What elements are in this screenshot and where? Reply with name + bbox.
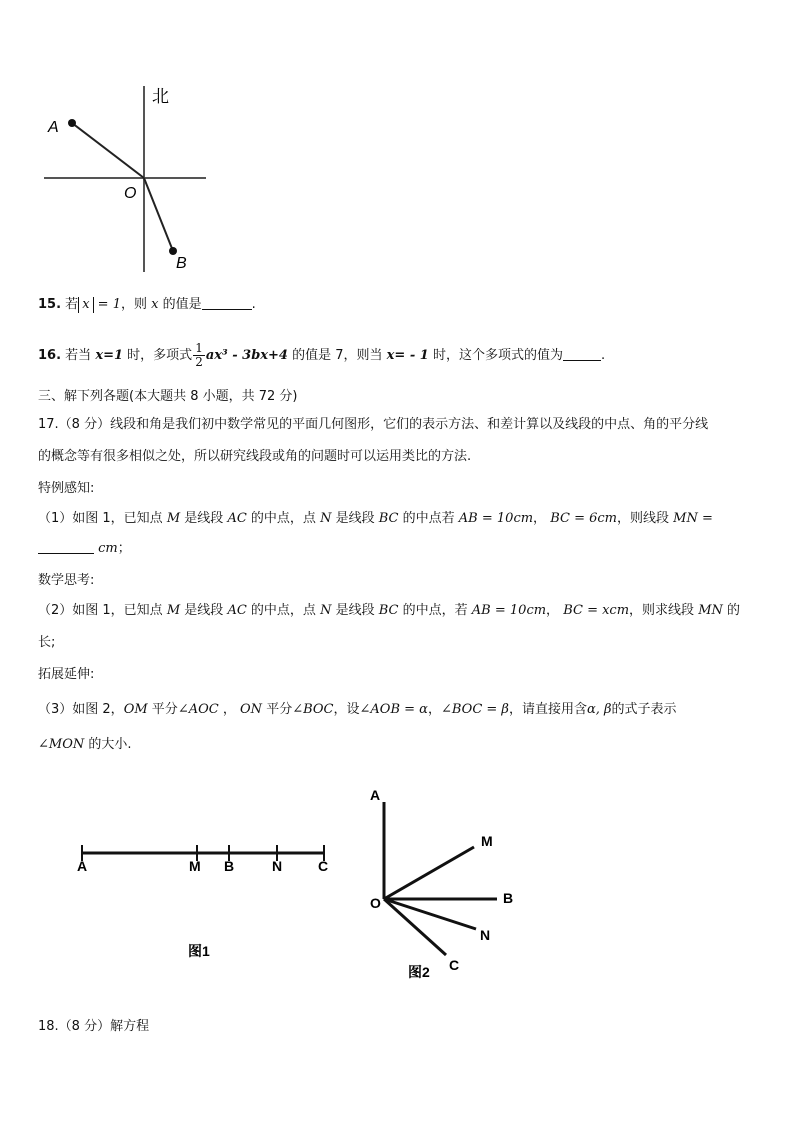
p1-bc: BC — [378, 511, 399, 526]
q16-text1: 若当 — [65, 348, 92, 363]
p3-text-c: ， — [222, 702, 236, 717]
q17-part3 — [38, 701, 677, 719]
p1-text-d: 是线段 — [335, 511, 375, 526]
q16-frac-den: 2 — [195, 355, 203, 369]
p1-unit: cm — [98, 541, 118, 556]
q16-fraction — [193, 342, 205, 369]
q15-text-before: 若 — [65, 297, 79, 312]
q17-part2 — [38, 602, 740, 620]
q16-text2: 时，多项式 — [127, 348, 193, 363]
p2-text-g: ，则求线段 — [629, 603, 695, 618]
q17-intro-line1: 17.（8 分）线段和角是我们初中数学常见的平面几何图形，它们的表示方法、和差计算以及线段的中点、角的平分线 — [38, 417, 709, 432]
q16-text4: 时，这个多项式的值为 — [432, 348, 563, 363]
question-16 — [38, 338, 605, 374]
p2-ac: AC — [227, 603, 247, 618]
p3-text-d: 平分 — [266, 702, 293, 717]
fig1-label-c: C — [318, 858, 329, 874]
compass-figure — [30, 80, 220, 280]
q17-part1 — [38, 510, 713, 528]
p3-on: ON — [240, 702, 263, 717]
p2-text-f: ， — [546, 603, 560, 618]
fig2-label-o: O — [370, 895, 381, 911]
fig1-label-n: N — [272, 858, 283, 874]
p3-text-i: 的大小. — [88, 737, 132, 752]
p1-text-c: 的中点，点 — [250, 511, 316, 526]
q16-number: 16. — [38, 348, 62, 363]
q17-heading-special-case: 特例感知: — [38, 481, 95, 496]
ray-oc — [384, 899, 446, 955]
fig1-label-m: M — [189, 858, 201, 874]
p2-n: N — [320, 603, 332, 618]
p1-answer-blank[interactable] — [38, 541, 94, 554]
p1-m: M — [166, 511, 181, 526]
p1-text-e: 的中点若 — [402, 511, 455, 526]
p3-text-a: （3）如图 2， — [38, 702, 124, 717]
ray-on — [384, 899, 476, 929]
p2-bc: BC — [378, 603, 399, 618]
fig1-caption: 图1 — [188, 943, 210, 959]
north-label: 北 — [152, 87, 169, 106]
p2-text-e: 的中点，若 — [402, 603, 468, 618]
q15-eq: = 1 — [97, 297, 121, 312]
p2-text-b: 是线段 — [184, 603, 224, 618]
q16-cond1: x=1 — [95, 348, 124, 363]
p2-text-c: 的中点，点 — [250, 603, 316, 618]
q15-abs-value: x — [78, 297, 93, 313]
fig2-label-a: A — [370, 787, 381, 803]
q17-part2-line2: 长; — [38, 635, 56, 650]
q15-text-after: 的值是 — [162, 297, 202, 312]
p3-aoc: ∠AOC — [177, 702, 219, 717]
q15-end: . — [251, 297, 256, 312]
q16-poly: ax³ - 3bx+4 — [205, 348, 288, 363]
q16-text3: 的值是 7，则当 — [292, 348, 383, 363]
p1-text-g: ，则线段 — [616, 511, 669, 526]
figure-1 — [60, 830, 350, 970]
point-a — [68, 119, 76, 127]
p2-ab-eq: AB = 10cm — [471, 603, 547, 618]
q15-var: x — [151, 297, 159, 312]
p3-mon: ∠MON — [38, 737, 85, 752]
question-18: 18.（8 分）解方程 — [38, 1019, 150, 1034]
p2-bc-eq: BC = xcm — [563, 603, 630, 618]
fig2-caption: 图2 — [408, 964, 430, 980]
label-a: A — [48, 119, 59, 136]
q17-intro-line2: 的概念等有很多相似之处，所以研究线段或角的问题时可以运用类比的方法. — [38, 449, 472, 464]
q16-cond2: x= - 1 — [386, 348, 429, 363]
p1-text-a: （1）如图 1，已知点 — [38, 511, 163, 526]
q15-text-mid: ，则 — [120, 297, 147, 312]
segment-ob — [144, 178, 173, 251]
section-3-title: 三、解下列各题(本大题共 8 小题，共 72 分) — [38, 389, 298, 404]
q16-frac-num: 1 — [195, 341, 203, 355]
fig2-label-b: B — [503, 890, 514, 906]
question-15 — [38, 296, 256, 314]
p3-alpha-beta: α, β — [586, 702, 612, 717]
p1-mn: MN = — [673, 511, 713, 526]
figure-2 — [360, 780, 540, 985]
p2-m: M — [166, 603, 181, 618]
p2-text-d: 是线段 — [335, 603, 375, 618]
p3-text-e: ，设 — [333, 702, 360, 717]
p3-text-h: 的式子表示 — [611, 702, 677, 717]
q17-heading-extension: 拓展延伸: — [38, 667, 95, 682]
p1-bc-eq: BC = 6cm — [550, 511, 617, 526]
p3-text-b: 平分 — [151, 702, 178, 717]
fig1-label-b: B — [224, 858, 235, 874]
p2-text-h: 的 — [727, 603, 741, 618]
p1-ac: AC — [227, 511, 247, 526]
p1-n: N — [320, 511, 332, 526]
fig2-label-c: C — [449, 957, 460, 973]
fig2-label-n: N — [480, 927, 491, 943]
segment-oa — [72, 123, 144, 178]
p2-mn: MN — [698, 603, 723, 618]
q15-number: 15. — [38, 297, 62, 312]
fig2-label-m: M — [481, 833, 493, 849]
ray-om — [384, 847, 474, 899]
fig1-label-a: A — [77, 858, 88, 874]
label-b: B — [176, 255, 187, 272]
p3-boc: ∠BOC — [292, 702, 334, 717]
q17-part1-answer — [38, 540, 131, 558]
q17-heading-math-thinking: 数学思考: — [38, 573, 95, 588]
p1-text-f: ， — [533, 511, 547, 526]
label-o: O — [124, 185, 137, 202]
p3-om: OM — [123, 702, 148, 717]
q15-answer-blank[interactable] — [202, 297, 252, 310]
p3-text-f: ， — [427, 702, 441, 717]
point-b — [169, 247, 177, 255]
q17-part3-line2 — [38, 736, 132, 754]
p1-end: ； — [117, 541, 131, 556]
p3-aob-eq: ∠AOB = α — [359, 702, 428, 717]
q16-end: . — [600, 348, 606, 363]
p3-boc-eq: ∠BOC = β — [440, 702, 509, 717]
p2-text-a: （2）如图 1，已知点 — [38, 603, 163, 618]
p1-text-b: 是线段 — [184, 511, 224, 526]
q16-answer-blank[interactable] — [563, 348, 601, 361]
p3-text-g: ，请直接用含 — [508, 702, 587, 717]
p1-ab-eq: AB = 10cm — [458, 511, 534, 526]
